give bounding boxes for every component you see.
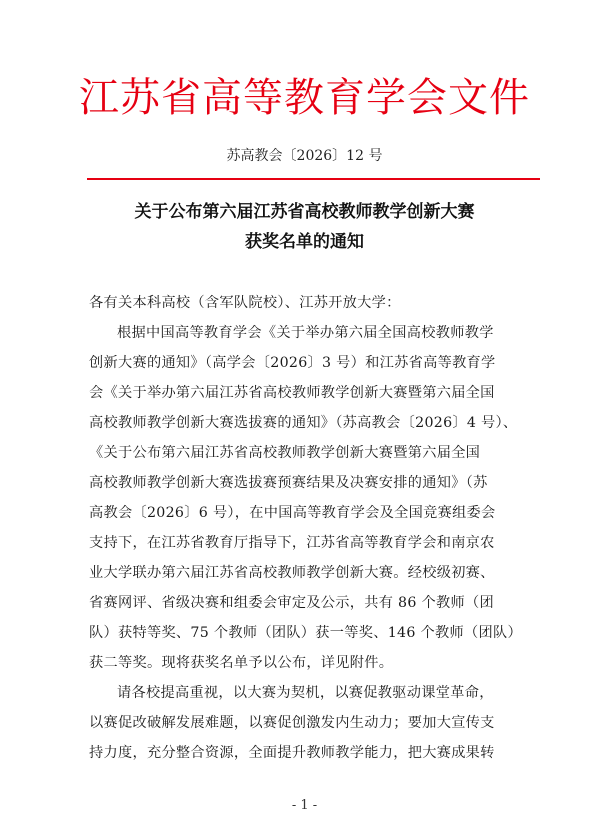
paragraph-line: 省赛网评、省级决赛和组委会审定及公示，共有 86 个教师（团 [89,595,494,611]
paragraph-1 [89,318,541,678]
red-divider-line [87,178,540,180]
salutation: 各有关本科高校（含军队院校）、江苏开放大学： [89,295,401,311]
paragraph-line: 持力度，充分整合资源，全面提升教师教学能力，把大赛成果转 [89,745,495,761]
notice-title-line-1: 关于公布第六届江苏省高校教师教学创新大赛 [134,202,475,222]
document-body [89,288,541,768]
paragraph-line: 以赛促改破解发展难题，以赛促创激发内生动力；要加大宣传支 [89,715,495,731]
paragraph-line: 业大学联办第六届江苏省高校教师教学创新大赛。经校级初赛、 [89,565,495,581]
paragraph-line: 请各校提高重视，以大赛为契机，以赛促教驱动课堂革命， [117,685,494,701]
paragraph-2 [89,678,541,768]
document-number: 苏高教会〔2026〕12 号 [226,148,383,164]
paragraph-line: 会《关于举办第六届江苏省高校教师教学创新大赛暨第六届全国 [89,385,495,401]
paragraph-line: 创新大赛的通知》（高学会〔2026〕3 号）和江苏省高等教育学 [89,355,496,371]
page-number: - 1 - [291,798,318,813]
paragraph-line: 获二等奖。现将获奖名单予以公布，详见附件。 [89,655,394,671]
paragraph-line: 高校教师教学创新大赛选拔赛预赛结果及决赛安排的通知》（苏 [89,475,488,491]
paragraph-line: 高教会〔2026〕6 号），在中国高等教育学会及全国竞赛组委会 [89,505,496,521]
notice-title [0,197,609,257]
notice-title-line-2: 获奖名单的通知 [245,232,364,252]
issuer-title: 江苏省高等教育学会文件 [79,75,530,121]
paragraph-line: 高校教师教学创新大赛选拔赛的通知》（苏高教会〔2026〕4 号）、 [89,415,518,431]
paragraph-line: 《关于公布第六届江苏省高校教师教学创新大赛暨第六届全国 [89,445,481,461]
paragraph-line: 支持下，在江苏省教育厅指导下，江苏省高等教育学会和南京农 [89,535,495,551]
paragraph-line: 队）获特等奖、75 个教师（团队）获一等奖、146 个教师（团队） [89,625,522,641]
paragraph-line: 根据中国高等教育学会《关于举办第六届全国高校教师教学 [117,325,494,341]
